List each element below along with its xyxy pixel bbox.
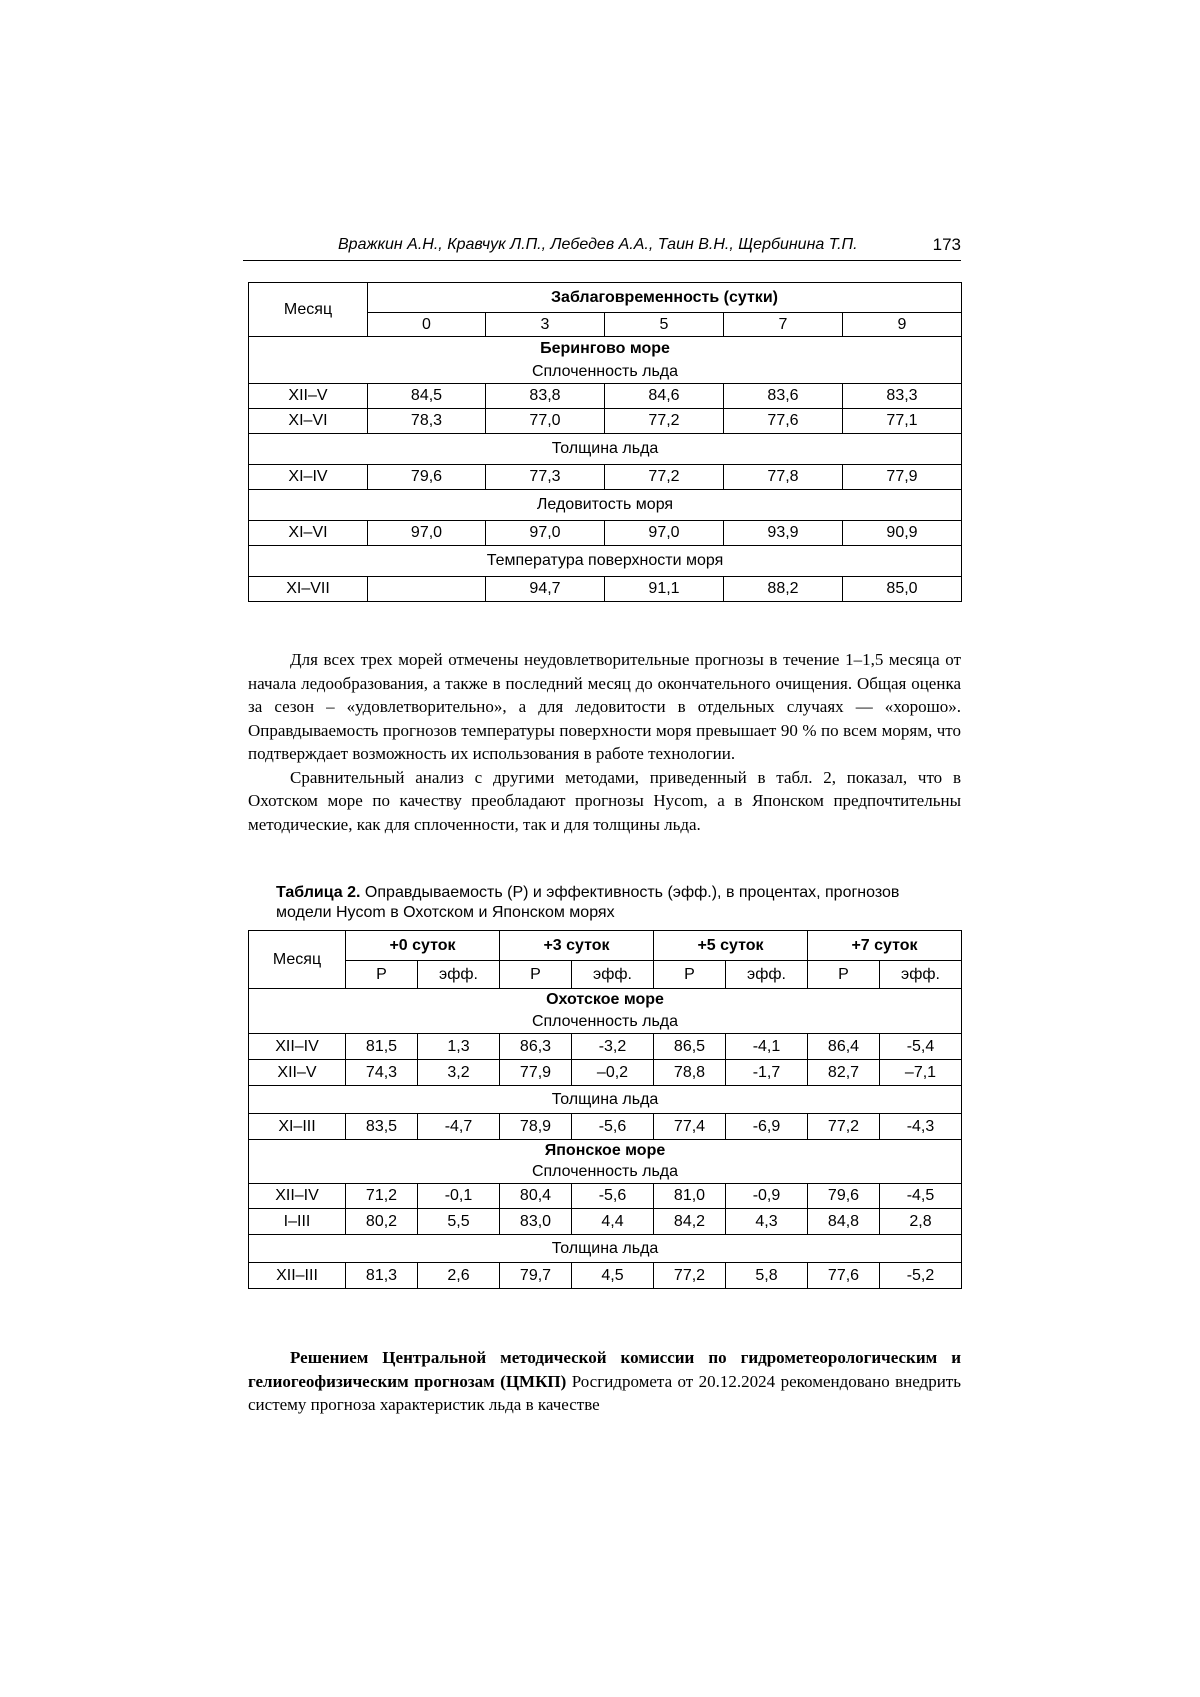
cell-value: 86,5 — [654, 1034, 726, 1060]
table-2-caption — [276, 883, 936, 923]
cell-value: 78,9 — [500, 1114, 572, 1140]
body-text-2 — [248, 1346, 961, 1417]
cell-value: 78,3 — [368, 409, 486, 434]
cell-value: -4,5 — [880, 1184, 962, 1209]
cell-value: 79,7 — [500, 1263, 572, 1289]
cell-value: 77,2 — [654, 1263, 726, 1289]
row-month: XII–V — [249, 384, 368, 409]
cell-value: -5,2 — [880, 1263, 962, 1289]
cell-value: 77,8 — [724, 465, 843, 490]
caption-text: Оправдываемость (Р) и эффективность (эфф.), в процентах, прогнозов модели Hycom в Охотском и Японском морях — [276, 884, 900, 921]
cell-value: 97,0 — [368, 521, 486, 546]
day-header: 0 — [368, 313, 486, 337]
cell-value: 2,8 — [880, 1209, 962, 1235]
cell-value: 1,3 — [418, 1034, 500, 1060]
cell-value: -1,7 — [726, 1060, 808, 1086]
sub-header: эфф. — [726, 961, 808, 989]
page-number: 173 — [932, 235, 961, 254]
cell-value: -4,1 — [726, 1034, 808, 1060]
cell-value: 90,9 — [843, 521, 962, 546]
lead-header: +3 суток — [500, 931, 654, 961]
section-title: Толщина льда — [249, 1086, 962, 1114]
running-header — [243, 236, 961, 261]
cell-value: 84,2 — [654, 1209, 726, 1235]
table-1 — [248, 282, 962, 602]
cell-value: 80,4 — [500, 1184, 572, 1209]
lead-header: +5 суток — [654, 931, 808, 961]
cell-value: 82,7 — [808, 1060, 880, 1086]
cell-value: 79,6 — [368, 465, 486, 490]
cell-value: -6,9 — [726, 1114, 808, 1140]
row-month: XII–III — [249, 1263, 346, 1289]
cell-value: 4,5 — [572, 1263, 654, 1289]
sub-header: Р — [654, 961, 726, 989]
cell-value: 85,0 — [843, 577, 962, 602]
cell-value: 83,5 — [346, 1114, 418, 1140]
paragraph — [248, 1346, 961, 1417]
cell-value: 77,1 — [843, 409, 962, 434]
cell-value: 77,2 — [605, 409, 724, 434]
cell-value: 81,0 — [654, 1184, 726, 1209]
sub-header: Р — [346, 961, 418, 989]
lead-header: +0 суток — [346, 931, 500, 961]
month-header: Месяц — [249, 931, 346, 989]
cell-value: -5,4 — [880, 1034, 962, 1060]
sub-header: эфф. — [418, 961, 500, 989]
cell-value: 3,2 — [418, 1060, 500, 1086]
cell-value: 77,6 — [808, 1263, 880, 1289]
cell-value: 77,0 — [486, 409, 605, 434]
day-header: 5 — [605, 313, 724, 337]
body-text-1 — [248, 648, 961, 836]
cell-value: 77,9 — [500, 1060, 572, 1086]
cell-value: 80,2 — [346, 1209, 418, 1235]
row-month: XI–VI — [249, 409, 368, 434]
sea-title: Берингово море — [249, 337, 962, 361]
cell-value: 74,3 — [346, 1060, 418, 1086]
cell-value — [368, 577, 486, 602]
paragraph: Сравнительный анализ с другими методами, приведенный в табл. 2, показал, что в Охотском море по качеству преобладают прогнозы Hycom, а в Японском предпочтительны методические, как для сплоченности, так и для толщины льда. — [248, 767, 961, 834]
section-title: Толщина льда — [249, 1235, 962, 1263]
cell-value: -0,9 — [726, 1184, 808, 1209]
cell-value: 84,5 — [368, 384, 486, 409]
cell-value: 79,6 — [808, 1184, 880, 1209]
row-month: XI–IV — [249, 465, 368, 490]
cell-value: 77,4 — [654, 1114, 726, 1140]
month-header: Месяц — [249, 283, 368, 337]
header-authors: Вражкин А.Н., Кравчук Л.П., Лебедев А.А., Таин В.Н., Щербинина Т.П. — [338, 236, 858, 253]
cell-value: 5,8 — [726, 1263, 808, 1289]
cell-value: 78,8 — [654, 1060, 726, 1086]
cell-value: 83,3 — [843, 384, 962, 409]
cell-value: 77,9 — [843, 465, 962, 490]
section-title: Температура поверхности моря — [249, 546, 962, 577]
day-header: 9 — [843, 313, 962, 337]
cell-value: 81,3 — [346, 1263, 418, 1289]
caption-label: Таблица 2. — [276, 884, 361, 901]
cell-value: 84,8 — [808, 1209, 880, 1235]
cell-value: 4,3 — [726, 1209, 808, 1235]
cell-value: 91,1 — [605, 577, 724, 602]
lead-time-header: Заблаговременность (сутки) — [368, 283, 962, 313]
row-month: XI–VI — [249, 521, 368, 546]
cell-value: 86,4 — [808, 1034, 880, 1060]
cell-value: 77,6 — [724, 409, 843, 434]
row-month: I–III — [249, 1209, 346, 1235]
cell-value: 83,0 — [500, 1209, 572, 1235]
section-title: Толщина льда — [249, 434, 962, 465]
bold-lead: Решением Центральной методической комиссии по гидрометеорологическим и гелиогеофизическим прогнозам (ЦМКП) — [248, 1348, 961, 1391]
section-title: Ледовитость моря — [249, 490, 962, 521]
sub-header: Р — [808, 961, 880, 989]
cell-value: –7,1 — [880, 1060, 962, 1086]
cell-value: 94,7 — [486, 577, 605, 602]
paragraph: Для всех трех морей отмечены неудовлетворительные прогнозы в течение 1–1,5 месяца от начала ледообразования, а также в последний месяц до окончательного очищения. Общая оценка за сезон – «удовлетворительно», а для ледовитости в отдельных случаях — «хорошо». Оправдываемость прогнозов температуры поверхности моря превышает 90 % по всем морям, что подтверждает возможность их использования в работе технологии. — [248, 650, 961, 763]
lead-header: +7 суток — [808, 931, 962, 961]
cell-value: -4,3 — [880, 1114, 962, 1140]
cell-value: 83,6 — [724, 384, 843, 409]
cell-value: 77,2 — [605, 465, 724, 490]
cell-value: 97,0 — [605, 521, 724, 546]
cell-value: 86,3 — [500, 1034, 572, 1060]
cell-value: 97,0 — [486, 521, 605, 546]
sub-header: Р — [500, 961, 572, 989]
cell-value: 2,6 — [418, 1263, 500, 1289]
cell-value: 83,8 — [486, 384, 605, 409]
section-title: Сплоченность льда — [249, 1011, 962, 1034]
cell-value: 77,3 — [486, 465, 605, 490]
sea-title: Японское море — [249, 1140, 962, 1162]
cell-value: 93,9 — [724, 521, 843, 546]
row-month: XI–VII — [249, 577, 368, 602]
cell-value: -0,1 — [418, 1184, 500, 1209]
cell-value: -5,6 — [572, 1184, 654, 1209]
cell-value: -5,6 — [572, 1114, 654, 1140]
cell-value: 5,5 — [418, 1209, 500, 1235]
row-month: XII–IV — [249, 1034, 346, 1060]
row-month: XI–III — [249, 1114, 346, 1140]
row-month: XII–V — [249, 1060, 346, 1086]
section-title: Сплоченность льда — [249, 1162, 962, 1184]
sea-title: Охотское море — [249, 989, 962, 1011]
cell-value: -4,7 — [418, 1114, 500, 1140]
cell-value: –0,2 — [572, 1060, 654, 1086]
sub-header: эфф. — [572, 961, 654, 989]
table-2 — [248, 930, 962, 1289]
day-header: 3 — [486, 313, 605, 337]
row-month: XII–IV — [249, 1184, 346, 1209]
cell-value: 71,2 — [346, 1184, 418, 1209]
cell-value: 4,4 — [572, 1209, 654, 1235]
section-title: Сплоченность льда — [249, 361, 962, 384]
cell-value: -3,2 — [572, 1034, 654, 1060]
cell-value: 77,2 — [808, 1114, 880, 1140]
day-header: 7 — [724, 313, 843, 337]
cell-value: 84,6 — [605, 384, 724, 409]
cell-value: 88,2 — [724, 577, 843, 602]
cell-value: 81,5 — [346, 1034, 418, 1060]
sub-header: эфф. — [880, 961, 962, 989]
paragraph-rest: Росгидромета от 20.12.2024 рекомендовано внедрить систему прогноза характеристик льда в качестве — [248, 1371, 961, 1414]
